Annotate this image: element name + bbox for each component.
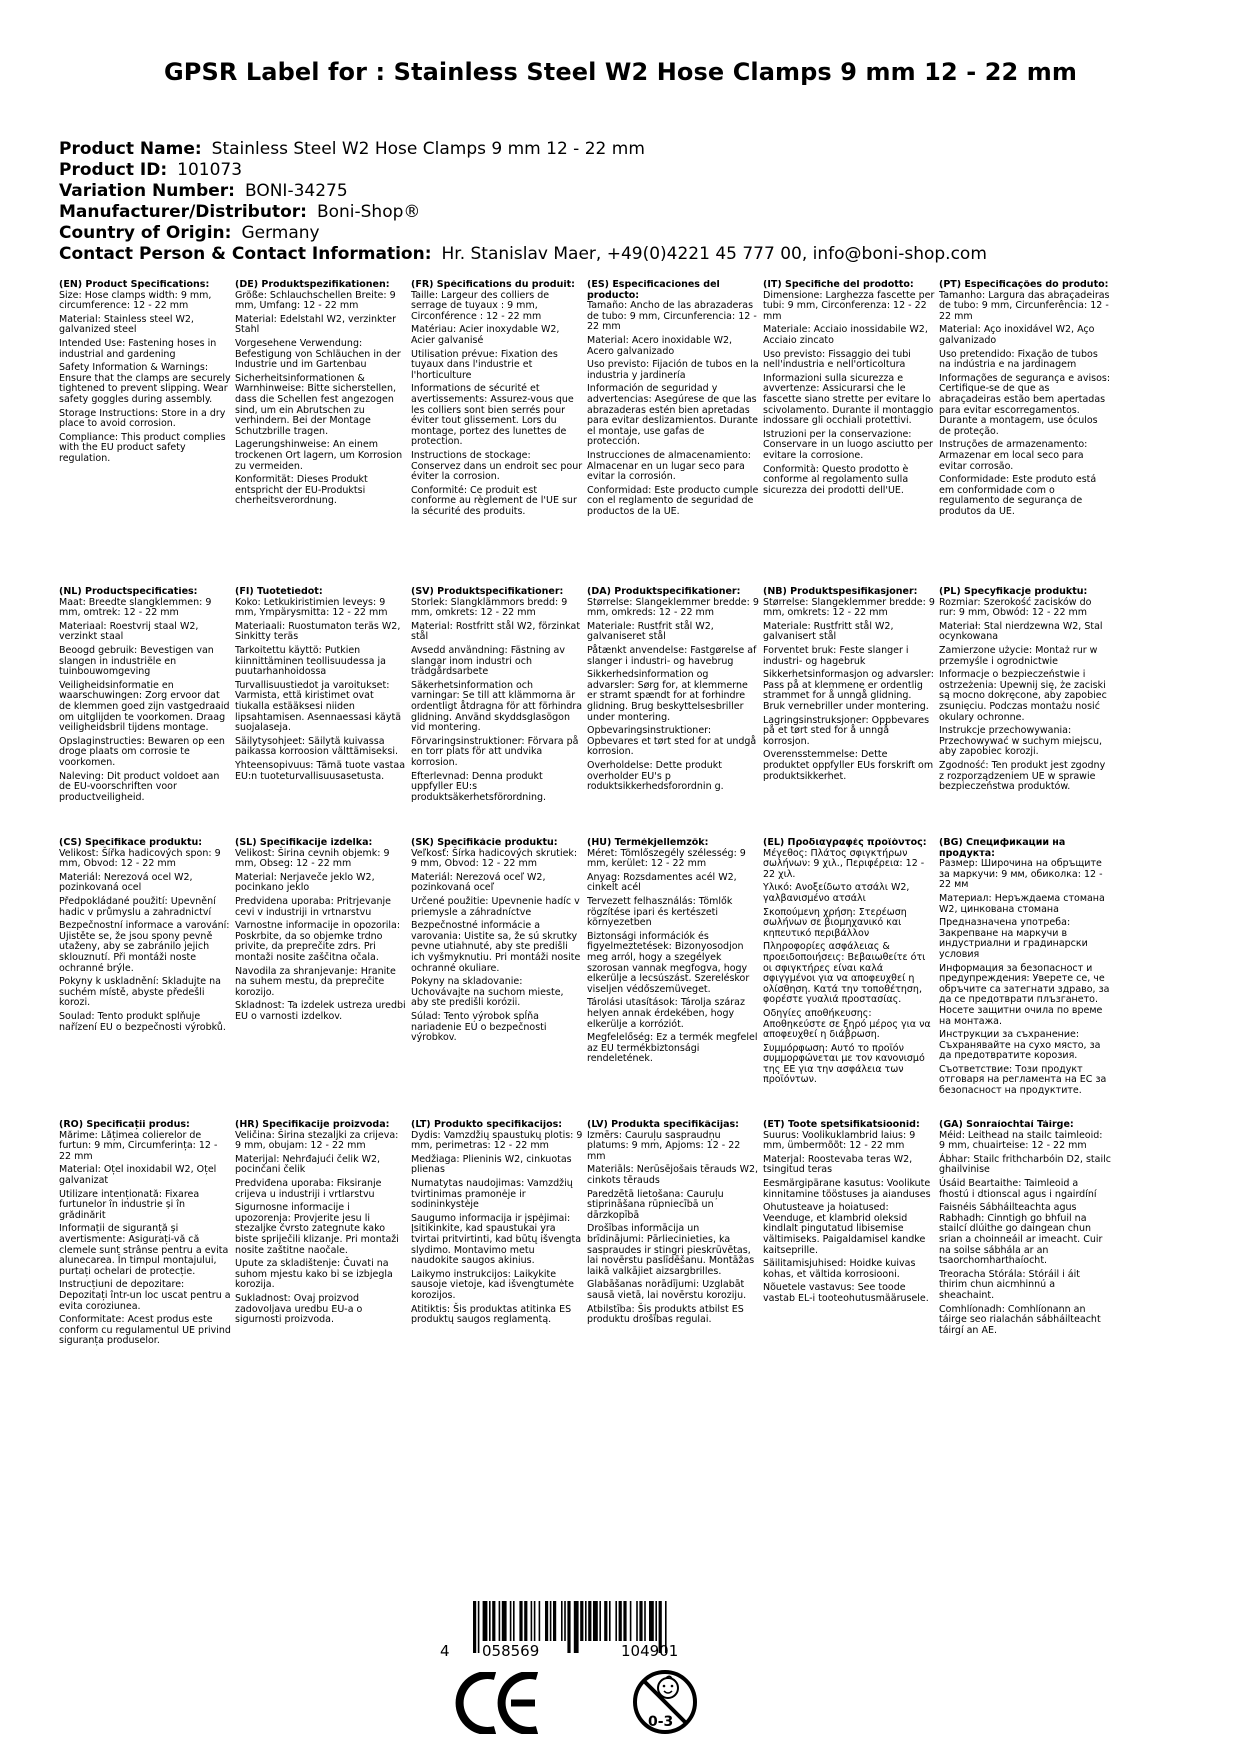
barcode-bar: [604, 1601, 607, 1641]
spec-item: Comhlíonadh: Comhlíonann an táirge seo rialachán sábháilteacht táirgí an AE.: [939, 1303, 1101, 1336]
spec-item: Izmērs: Cauruļu saspraudņu platums: 9 mm, Apjoms: 12 - 22 mm: [587, 1129, 741, 1162]
spec-item: Instructions de stockage: Conservez dans un endroit sec pour éviter la corrosion.: [411, 449, 583, 483]
spec-row: [59, 280, 1239, 560]
spec-item: Veľkosť: Šírka hadicových skrutiek: 9 mm, Obvod: 12 - 22 mm: [411, 847, 578, 870]
spec-item: Instrukcje przechowywania: Przechowywać w suchym miejscu, aby zapobiec korozji.: [939, 725, 1103, 758]
spec-item: Ohutusteave ja hoiatused: Veenduge, et klambrid oleksid kindlalt pingutatud libisemise vältimiseks. Paigaldamisel kandke kaitseprille.: [763, 1202, 926, 1256]
spec-item: Biztonsági információk és figyelmeztetések: Bizonyosodjon meg arról, hogy a szegélyek szorosan vannak megfogva, hogy elkerülje a lecsúszást. Szereléskor viseljen védőszemüveget.: [587, 930, 750, 995]
barcode-bar: [524, 1601, 527, 1641]
spec-item: Megfelelőség: Ez a termék megfelel az EU termékbiztonsági rendeletének.: [587, 1032, 758, 1065]
spec-item: Οδηγίες αποθήκευσης: Αποθηκεύστε σε ξηρό μέρος για να αποφευχθεί η διάβρωση.: [763, 1007, 931, 1041]
spec-item: Koko: Letkukiristimien leveys: 9 mm, Ympärysmitta: 12 - 22 mm: [235, 596, 388, 619]
barcode-bar: [567, 1601, 570, 1653]
spec-item: Compliance: This product complies with the EU product safety regulation.: [59, 431, 226, 464]
spec-item: Material: Acero inoxidable W2, Acero galvanizado: [587, 334, 733, 357]
spec-heading: (HR) Specifikacije proizvoda:: [235, 1120, 390, 1130]
spec-item: Lagerungshinweise: An einem trockenen Ort lagern, um Korrosion zu vermeiden.: [235, 439, 403, 472]
info-line: [59, 160, 1199, 181]
spec-item: Atbilstība: Šis produkts atbilst ES produktu drošības regulai.: [587, 1303, 744, 1326]
spec-item: Instruções de armazenamento: Armazenar em local seco para evitar corrosão.: [939, 439, 1088, 472]
spec-item: Eesmärgipärane kasutus: Voolikute kinnitamine tööstuses ja aianduses: [763, 1177, 931, 1200]
spec-item: Materiāls: Nerūsējošais tērauds W2, cinkots tērauds: [587, 1164, 759, 1186]
spec-item: Size: Hose clamps width: 9 mm, circumference: 12 - 22 mm: [59, 289, 212, 312]
spec-block: [763, 587, 935, 785]
spec-item: Material: Oțel inoxidabil W2, Oțel galvanizat: [59, 1164, 217, 1186]
spec-item: Nõuetele vastavus: See toode vastab EL-i tooteohutusmäärusele.: [763, 1282, 929, 1304]
spec-item: Säkerhetsinformation och varningar: Se till att klämmorna är ordentligt åtdragna för att förhindra glidning. Använd skyddsglasögon vid montering.: [411, 679, 583, 734]
spec-item: Размер: Широчина на обръщите за маркучи: 9 мм, обиколка: 12 - 22 мм: [939, 858, 1103, 891]
spec-item: Suurus: Voolikuklambrid laius: 9 mm, ümbermõõt: 12 - 22 mm: [763, 1129, 916, 1152]
spec-heading: (GA) Sonraíochtaí Táirge:: [939, 1120, 1074, 1130]
barcode-bar: [553, 1601, 556, 1641]
spec-item: Materjal: Roostevaba teras W2, tsingitud teras: [763, 1153, 913, 1176]
spec-item: Materiál: Nerezová ocel W2, pozinkovaná ocel: [59, 871, 193, 894]
spec-item: Dimensione: Larghezza fascette per tubi: 9 mm, Circonferenza: 12 - 22 mm: [763, 289, 935, 322]
spec-item: Materijal: Nehrđajući čelik W2, pocinčani čelik: [235, 1153, 381, 1176]
spec-item: Sikkerhedsinformation og advarsler: Sørg for, at klemmerne er stramt spændt for at forhindre glidning. Brug beskyttelsesbriller under montering.: [587, 669, 748, 723]
spec-item: Varnostne informacije in opozorila: Poskrbite, da so objemke trdno privite, da preprečite zdrs. Pri montaži nosite zaščitna očala.: [235, 920, 401, 963]
spec-item: Tamaño: Ancho de las abrazaderas de tubo: 9 mm, Circunferencia: 12 - 22 mm: [587, 300, 757, 333]
spec-item: Größe: Schlauchschellen Breite: 9 mm, Umfang: 12 - 22 mm: [235, 289, 396, 312]
spec-item: Mărime: Lățimea colierelor de furtun: 9 mm, Circumferința: 12 - 22 mm: [59, 1129, 218, 1162]
info-value: Hr. Stanislav Maer, +49(0)4221 45 777 00, info@boni-shop.com: [441, 244, 987, 264]
barcode-bar: [644, 1601, 646, 1641]
barcode-bar: [510, 1601, 512, 1641]
spec-item: Conformità: Questo prodotto è conforme al regolamento sulla sicurezza dei prodotti dell'UE.: [763, 463, 909, 496]
spec-item: Conformitate: Acest produs este conform cu regulamentul UE privind siguranța produselor.: [59, 1314, 231, 1347]
spec-item: Súlad: Tento výrobok spĺňa nariadenie EÚ o bezpečnosti výrobkov.: [411, 1010, 547, 1044]
spec-item: Rozmiar: Szerokość zacisków do rur: 9 mm, Obwód: 12 - 22 mm: [939, 596, 1092, 619]
spec-heading: (PL) Specyfikacje produktu:: [939, 587, 1088, 597]
spec-heading: (SV) Produktspecifikationer:: [411, 587, 564, 597]
spec-item: Størrelse: Slangeklemmer bredde: 9 mm, omkrets: 12 - 22 mm: [763, 596, 935, 619]
barcode-group-1: 058569: [482, 1642, 540, 1660]
spec-block: [59, 280, 231, 468]
spec-item: Инструкции за съхранение: Съхранявайте на сухо място, за да предотвратите корозия.: [939, 1029, 1101, 1062]
barcode-bar: [478, 1601, 480, 1653]
spec-item: Beoogd gebruik: Bevestigen van slangen in industriële en tuinbouwomgeving: [59, 644, 214, 678]
spec-heading: (SL) Specifikacije izdelka:: [235, 838, 373, 848]
spec-item: Πληροφορίες ασφάλειας & προειδοποιήσεις: Βεβαιωθείτε ότι οι σφιγκτήρες είναι καλά σφιγγμένοι για να αποφευχθεί η ολίσθηση. Κατά την τοποθέτηση, φορέστε γυαλιά προστασίας.: [763, 941, 926, 1006]
spec-block: [59, 838, 231, 1036]
spec-item: Laikymo instrukcijos: Laikykite sausoje vietoje, kad išvengtumėte korozijos.: [411, 1268, 574, 1301]
spec-item: Conformidad: Este producto cumple con el reglamento de seguridad de productos de la UE.: [587, 484, 759, 517]
spec-item: Určené použitie: Upevnenie hadíc v priemysle a záhradníctve: [411, 895, 580, 918]
spec-item: Materiale: Rustfrit stål W2, galvaniseret stål: [587, 620, 714, 643]
barcode-bar: [609, 1601, 611, 1641]
spec-block: [235, 838, 407, 1026]
spec-item: Material: Edelstahl W2, verzinkter Stahl: [235, 313, 396, 336]
spec-item: Sikkerhetsinformasjon og advarsler: Pass på at klemmene er ordentlig strammet for å unngå glidning. Bruk vernebriller under montering.: [763, 669, 934, 712]
info-value: BONI-34275: [244, 181, 348, 201]
spec-block: [763, 280, 935, 499]
spec-item: Påtænkt anvendelse: Fastgørelse af slanger i industri- og havebrug: [587, 644, 757, 667]
spec-item: Tervezett felhasználás: Tömlők rögzítése ipari és kertészeti környezetben: [587, 895, 733, 929]
spec-item: Informations de sécurité et avertissements: Assurez-vous que les colliers sont bien serrés pour éviter tout glissement. Lors du montage, portez des lunettes de protection.: [411, 383, 574, 448]
spec-item: Säilytysohjeet: Säilytä kuivassa paikassa korroosion välttämiseksi.: [235, 735, 399, 758]
spec-item: Συμμόρφωση: Αυτό το προϊόν συμμορφώνεται με τον κανονισμό της ΕΕ για την ασφάλεια των προϊόντων.: [763, 1042, 925, 1086]
spec-item: Veiligheidsinformatie en waarschuwingen: Zorg ervoor dat de klemmen goed zijn vastgedraaid om uitglijden te voorkomen. Draag veiligheidsbril tijdens montage.: [59, 679, 230, 734]
spec-item: Velikost: Širina cevnih objemk: 9 mm, Obseg: 12 - 22 mm: [235, 847, 390, 870]
spec-heading: (IT) Specifiche del prodotto:: [763, 280, 914, 290]
info-value: Stainless Steel W2 Hose Clamps 9 mm 12 - 22 mm: [211, 139, 645, 159]
spec-item: Avsedd användning: Fästning av slangar inom industri och trädgårdsarbete: [411, 644, 565, 678]
spec-item: Taille: Largeur des colliers de serrage de tuyaux : 9 mm, Circonférence : 12 - 22 mm: [411, 289, 550, 322]
not-for-children-0-3-icon: [630, 1660, 700, 1750]
info-label: Contact Person & Contact Information:: [59, 244, 432, 264]
spec-item: Materiale: Acciaio inossidabile W2, Acciaio zincato: [763, 324, 928, 346]
barcode-bar: [623, 1601, 626, 1641]
spec-item: Säilitamisjuhised: Hoidke kuivas kohas, et vältida korrosiooni.: [763, 1258, 916, 1280]
spec-heading: (DA) Produktspecifikationer:: [587, 587, 741, 597]
spec-item: Overholdelse: Dette produkt overholder EU's p roduktsikkerhedsforordnin g.: [587, 759, 724, 793]
spec-item: Naleving: Dit product voldoet aan de EU-voorschriften voor productveiligheid.: [59, 770, 220, 803]
barcode-bar: [534, 1601, 536, 1641]
spec-item: Maat: Breedte slangklemmen: 9 mm, omtrek: 12 - 22 mm: [59, 596, 212, 619]
spec-block: [587, 587, 759, 796]
spec-block: [763, 838, 935, 1089]
spec-item: Faisnéis Sábháilteachta agus Rabhadh: Cinntigh go bhfuil na stailcí dlúithe go daingean chun srian a choinneáil ar imeacht. Cuir na soilse sábhála ar an tsaorchomharthaíocht.: [939, 1202, 1103, 1267]
spec-item: Méid: Leithead na stailc taimleoid: 9 mm, chuairteise: 12 - 22 mm: [939, 1129, 1103, 1152]
barcode-digit-left: 4: [440, 1642, 450, 1660]
spec-item: Zamierzone użycie: Montaż rur w przemyśle i ogrodnictwie: [939, 644, 1098, 667]
spec-item: Forventet bruk: Feste slanger i industri- og hagebruk: [763, 644, 909, 667]
spec-item: Zgodność: Ten produkt jest zgodny z rozporządzeniem UE w sprawie bezpieczeństwa produktów.: [939, 759, 1106, 793]
spec-block: [235, 587, 407, 785]
age-label: 0-3: [648, 1714, 674, 1730]
spec-row: [59, 838, 1239, 1118]
spec-heading: (NL) Productspecificaties:: [59, 587, 198, 597]
spec-block: [59, 587, 231, 806]
info-label: Country of Origin:: [59, 223, 232, 243]
info-label: Product Name:: [59, 139, 202, 159]
spec-item: Materiaal: Roestvrij staal W2, verzinkt staal: [59, 620, 199, 643]
barcode-bar: [473, 1601, 476, 1653]
barcode-bar: [593, 1601, 598, 1641]
spec-block: [411, 838, 583, 1047]
spec-item: Skladnost: Ta izdelek ustreza uredbi EU o varnosti izdelkov.: [235, 1000, 406, 1022]
spec-item: Vorgesehene Verwendung: Befestigung von Schläuchen in der Industrie und im Gartenbau: [235, 337, 401, 371]
spec-item: Информация за безопасност и предупреждения: Уверете се, че обръчите са затегнати здраво, за да се предотврати плъзгането. Носете защитни очила по време на монтажа.: [939, 962, 1110, 1027]
barcode-bar: [599, 1601, 601, 1641]
barcode-bar: [580, 1601, 583, 1641]
spec-heading: (ET) Toote spetsifikatsioonid:: [763, 1120, 920, 1130]
spec-item: Størrelse: Slangeklemmer bredde: 9 mm, omkreds: 12 - 22 mm: [587, 596, 759, 619]
spec-item: Materiaali: Ruostumaton teräs W2, Sinkitty teräs: [235, 620, 401, 643]
spec-block: [235, 1120, 407, 1329]
spec-item: Instrucciones de almacenamiento: Almacenar en un lugar seco para evitar la corrosión.: [587, 449, 751, 483]
spec-block: [587, 280, 759, 520]
spec-item: Materiál: Nerezová oceľ W2, pozinkovaná oceľ: [411, 871, 546, 894]
info-line: [59, 139, 1199, 160]
spec-block: [411, 587, 583, 806]
spec-item: Pokyny na skladovanie: Uchovávajte na suchom mieste, aby ste predišli korózii.: [411, 976, 564, 1009]
spec-heading: (CS) Specifikace produktu:: [59, 838, 203, 848]
spec-item: Glabāšanas norādījumi: Uzglabāt sausā vietā, lai novērstu koroziju.: [587, 1279, 747, 1301]
spec-item: Intended Use: Fastening hoses in industrial and gardening: [59, 337, 217, 360]
spec-item: Veličina: Širina stezaljki za crijeva: 9 mm, obujam: 12 - 22 mm: [235, 1129, 399, 1152]
spec-item: Yhteensopivuus: Tämä tuote vastaa EU:n tuoteturvallisuusasetusta.: [235, 759, 406, 782]
info-label: Variation Number:: [59, 181, 235, 201]
info-label: Product ID:: [59, 160, 168, 180]
spec-item: Predvidena uporaba: Pritrjevanje cevi v industriji in vrtnarstvu: [235, 895, 391, 918]
spec-item: Storage Instructions: Store in a dry place to avoid corrosion.: [59, 407, 226, 430]
spec-item: Bezpečnostné informácie a varovania: Uistite sa, že sú skrutky pevne utiahnuté, aby ste predišli ich vyšmyknutiu. Pri montáži nosite ochranné okuliare.: [411, 920, 581, 974]
product-info: [59, 139, 1199, 265]
spec-block: [587, 1120, 759, 1329]
barcode-bar: [564, 1601, 566, 1641]
spec-item: Lagringsinstruksjoner: Oppbevares på et tørt sted for å unngå korrosjon.: [763, 714, 930, 747]
barcode-bar: [513, 1601, 515, 1641]
spec-item: Paredzētā lietošana: Cauruļu stiprināšana rūpniecībā un dārzkopībā: [587, 1188, 724, 1221]
barcode-bar: [550, 1601, 552, 1641]
barcode-group-2: 104901: [621, 1642, 679, 1660]
spec-item: Matériau: Acier inoxydable W2, Acier galvanisé: [411, 324, 560, 346]
ce-mark-icon: [455, 1672, 541, 1734]
info-label: Manufacturer/Distributor:: [59, 202, 307, 222]
spec-heading: (LV) Produkta specifikācijas:: [587, 1120, 739, 1130]
spec-block: [411, 280, 583, 520]
spec-heading: (EN) Product Specifications:: [59, 280, 210, 290]
spec-item: Upute za skladištenje: Čuvati na suhom mjestu kako bi se izbjegla korozija.: [235, 1258, 393, 1291]
spec-item: Tárolási utasítások: Tárolja száraz helyen annak érdekében, hogy elkerülje a korróziót.: [587, 997, 745, 1030]
barcode-bar: [588, 1601, 591, 1641]
spec-block: [235, 280, 407, 510]
spec-item: Méret: Tömlőszegély szélesség: 9 mm, kerület: 12 - 22 mm: [587, 847, 746, 870]
spec-item: Material: Stainless steel W2, galvanized steel: [59, 313, 194, 336]
spec-heading: (FI) Tuotetiedot:: [235, 587, 323, 597]
spec-item: Ábhar: Stailc frithcharbóin D2, stailc ghailvinise: [939, 1153, 1111, 1176]
spec-heading: (FR) Spécifications du produit:: [411, 280, 575, 290]
spec-item: Opslaginstructies: Bewaren op een droge plaats om corrosie te voorkomen.: [59, 735, 225, 768]
spec-item: Utilizare intenționată: Fixarea furtunelor în industrie și în grădinărit: [59, 1188, 200, 1221]
barcode-bar: [561, 1601, 563, 1641]
spec-item: Velikost: Šířka hadicových spon: 9 mm, Obvod: 12 - 22 mm: [59, 847, 221, 870]
spec-item: Turvallisuustiedot ja varoitukset: Varmista, että kiristimet ovat tiukalla estääksesi niiden lipsahtamisen. Asennaessasi käytä suojalaseja.: [235, 679, 402, 734]
spec-item: Předpokládané použití: Upevnění hadic v průmyslu a zahradnictví: [59, 895, 216, 918]
info-value: 101073: [177, 160, 243, 180]
spec-item: Sicherheitsinformationen & Warnhinweise: Bitte sicherstellen, dass die Schellen fest angezogen sind, um ein Abrutschen zu verhindern. Bei der Montage Schutzbrille tragen.: [235, 372, 397, 437]
spec-item: Utilisation prévue: Fixation des tuyaux dans l'industrie et l'horticulture: [411, 348, 558, 381]
spec-item: Saugumo informacija ir įspėjimai: Įsitikinkite, kad spaustukai yra tvirtai pritvirtinti, kad būtų išvengta slydimo. Montavimo metu naudokite saugos akinius.: [411, 1212, 582, 1267]
spec-item: Predviđena uporaba: Fiksiranje crijeva u industriji i vrtlarstvu: [235, 1177, 382, 1200]
spec-item: Atitiktis: Šis produktas atitinka ES produktų saugos reglamentą.: [411, 1303, 572, 1326]
info-line: [59, 202, 1199, 223]
spec-heading: (RO) Specificații produs:: [59, 1120, 190, 1130]
barcode-bar: [483, 1601, 488, 1641]
spec-item: Informazioni sulla sicurezza e avvertenze: Assicurarsi che le fascette siano strette per evitare lo scivolamento. Durante il montaggio indossare gli occhiali protettivi.: [763, 372, 934, 427]
spec-item: Istruzioni per la conservazione: Conservare in un luogo asciutto per evitare la corrosione.: [763, 428, 933, 461]
spec-item: Informații de siguranță și avertismente: Asigurați-vă că clemele sunt strânse pentru a evita alunecarea. În timpul montajului, purtați ochelari de protecție.: [59, 1223, 229, 1277]
spec-item: Drošības informācija un brīdinājumi: Pārliecinieties, ka saspraudes ir stingri pieskrūvētas, lai novērstu paslīdēšanu. Montāžas laikā valkājiet aizsargbrilles.: [587, 1223, 755, 1277]
spec-item: Numatytas naudojimas: Vamzdžių tvirtinimas pramonėje ir sodininkystėje: [411, 1177, 573, 1211]
info-line: [59, 244, 1199, 265]
spec-heading: (PT) Especificações do produto:: [939, 280, 1109, 290]
barcode-bar: [615, 1601, 617, 1641]
spec-item: Instrucțiuni de depozitare: Depozitați într-un loc uscat pentru a evita coroziunea.: [59, 1279, 231, 1312]
spec-item: Материал: Неръждаема стомана W2, цинкована стомана: [939, 892, 1105, 915]
spec-heading: (BG) Спецификации на продукта:: [939, 838, 1066, 859]
spec-item: Tamanho: Largura das abraçadeiras de tubo: 9 mm, Circunferência: 12 - 22 mm: [939, 289, 1110, 322]
info-value: Boni-Shop®: [316, 202, 421, 222]
spec-item: Materiale: Rustfritt stål W2, galvanisert stål: [763, 620, 894, 643]
spec-block: [939, 587, 1111, 796]
spec-heading: (DE) Produktspezifikationen:: [235, 280, 390, 290]
barcode-bar: [489, 1601, 491, 1641]
spec-item: Uso previsto: Fissaggio dei tubi nell'industria e nell'orticoltura: [763, 348, 911, 371]
spec-heading: (SK) Špecifikácie produktu:: [411, 838, 558, 848]
barcode-bar: [502, 1601, 507, 1641]
spec-item: Medžiaga: Plieninis W2, cinkuotas plienas: [411, 1153, 572, 1176]
spec-heading: (HU) Termékjellemzők:: [587, 838, 709, 848]
spec-item: Informações de segurança e avisos: Certifique-se de que as abraçadeiras estão bem apertadas para evitar escorregamentos. Durante a montagem, use óculos de proteção.: [939, 372, 1111, 437]
spec-item: Μέγεθος: Πλάτος σφιγκτήρων σωλήνων: 9 χιλ., Περιφέρεια: 12 - 22 χιλ.: [763, 847, 925, 880]
barcode-bar: [655, 1601, 657, 1641]
spec-item: Konformität: Dieses Produkt entspricht der EU-Produktsi cherheitsverordnung.: [235, 474, 368, 507]
spec-item: Navodila za shranjevanje: Hranite na suhem mestu, da preprečite korozijo.: [235, 965, 396, 998]
spec-item: Sukladnost: Ovaj proizvod zadovoljava uredbu EU-a o sigurnosti proizvoda.: [235, 1292, 363, 1326]
barcode-bar: [531, 1601, 533, 1641]
spec-heading: (NB) Produktspesifikasjoner:: [763, 587, 918, 597]
spec-item: Uso previsto: Fijación de tubos en la industria y jardinería: [587, 359, 759, 381]
barcode-bar: [499, 1601, 501, 1641]
spec-item: Materiał: Stal nierdzewna W2, Stal ocynkowana: [939, 620, 1103, 643]
spec-item: Υλικό: Ανοξείδωτο ατσάλι W2, γαλβανισμένο ατσάλι: [763, 882, 910, 904]
spec-item: Safety Information & Warnings: Ensure that the clamps are securely tightened to prevent slipping. Wear safety goggles during assembly.: [59, 362, 231, 405]
info-line: [59, 181, 1199, 202]
spec-item: Dydis: Vamzdžių spaustukų plotis: 9 mm, perimetras: 12 - 22 mm: [411, 1129, 583, 1152]
spec-item: Tarkoitettu käyttö: Putkien kiinnittäminen teollisuudessa ja puutarhanhoidossa: [235, 644, 386, 678]
spec-item: Material: Aço inoxidável W2, Aço galvanizado: [939, 324, 1095, 346]
spec-item: Pokyny k uskladnění: Skladujte na suchém místě, abyste předešli korozi.: [59, 976, 221, 1009]
page-title: GPSR Label for : Stainless Steel W2 Hose Clamps 9 mm 12 - 22 mm: [163, 58, 1078, 86]
spec-item: Anyag: Rozsdamentes acél W2, cinkelt acél: [587, 871, 737, 894]
spec-item: Treoracha Stórála: Stóráil i áit thirim chun aicmhinnú a sheachaint.: [939, 1268, 1080, 1301]
spec-heading: (EL) Προδιαγραφές προϊόντος:: [763, 838, 927, 848]
spec-block: [939, 838, 1111, 1100]
spec-item: Informacje o bezpieczeństwie i ostrzeżenia: Upewnij się, że zaciski są mocno dokręcone, aby zapobiec zsunięciu. Podczas montażu nosić okulary ochronne.: [939, 669, 1107, 723]
spec-item: Material: Rostfritt stål W2, förzinkat stål: [411, 620, 581, 643]
spec-heading: (LT) Produkto specifikacijos:: [411, 1120, 563, 1130]
barcode-bar: [630, 1601, 632, 1641]
spec-item: Opbevaringsinstruktioner: Opbevares et tørt sted for at undgå korrosion.: [587, 725, 757, 758]
barcode-bar: [649, 1601, 654, 1641]
barcode-bar: [539, 1601, 541, 1641]
spec-item: Förvaringsinstruktioner: Förvara på en torr plats för att undvika korrosion.: [411, 735, 579, 768]
spec-block: [763, 1120, 935, 1308]
spec-row: [59, 1120, 1239, 1400]
spec-item: Съответствие: Този продукт отговаря на регламента на ЕС за безопасност на продуктите.: [939, 1063, 1107, 1097]
barcode-bar: [639, 1601, 642, 1641]
barcode-bar: [545, 1601, 548, 1641]
info-line: [59, 223, 1199, 244]
spec-row: [59, 587, 1239, 867]
spec-item: Overensstemmelse: Dette produktet oppfyller EUs forskrift om produktsikkerhet.: [763, 749, 934, 782]
spec-item: Efterlevnad: Denna produkt uppfyller EU:s produktsäkerhetsförordning.: [411, 770, 547, 803]
spec-item: Bezpečnostní informace a varování: Ujistěte se, že jsou spony pevně utaženy, aby se zabránilo jejich sklouznutí. Při montáži noste ochranné brýle.: [59, 920, 230, 974]
spec-item: Storlek: Slangklämmors bredd: 9 mm, omkrets: 12 - 22 mm: [411, 596, 568, 619]
spec-item: Úsáid Beartaithe: Taimleoid a fhostú i dtionscal agus i ngairdíní: [939, 1177, 1097, 1200]
spec-item: Σκοπούμενη χρήση: Στερέωση σωλήνων σε βιομηχανικό και κηπευτικό περιβάλλον: [763, 906, 907, 939]
spec-block: [587, 838, 759, 1068]
spec-item: Sigurnosne informacije i upozorenja: Provjerite jesu li stezaljke čvrsto zategnute kako biste spriječili klizanje. Pri montaži nosite zaštitne naočale.: [235, 1202, 399, 1256]
barcode-bar: [585, 1601, 587, 1641]
barcode-bar: [492, 1601, 495, 1641]
barcode-bar: [519, 1601, 522, 1641]
spec-block: [59, 1120, 231, 1350]
spec-item: Soulad: Tento produkt splňuje nařízení EU o bezpečnosti výrobků.: [59, 1010, 226, 1033]
spec-heading: (ES) Especificaciones del producto:: [587, 280, 720, 301]
spec-block: [411, 1120, 583, 1329]
barcode-bar: [619, 1601, 622, 1641]
spec-item: Conformidade: Este produto está em conformidade com o regulamento de segurança de produtos da UE.: [939, 474, 1097, 517]
spec-item: Información de seguridad y advertencias: Asegúrese de que las abrazaderas estén bien apretadas para evitar deslizamientos. Durante el montaje, use gafas de protección.: [587, 383, 759, 448]
barcode-bar: [636, 1601, 638, 1641]
barcode-bar: [574, 1601, 579, 1653]
info-value: Germany: [241, 223, 320, 243]
spec-item: Предназначена употреба: Закрепване на маркучи в индустриални и градинарски условия: [939, 917, 1088, 960]
spec-item: Uso pretendido: Fixação de tubos na indústria e na jardinagem: [939, 348, 1098, 371]
spec-block: [939, 1120, 1111, 1339]
spec-block: [939, 280, 1111, 520]
spec-item: Conformité: Ce produit est conforme au règlement de l'UE sur la sécurité des produits.: [411, 484, 577, 517]
spec-item: Material: Nerjaveče jeklo W2, pocinkano jeklo: [235, 871, 375, 894]
